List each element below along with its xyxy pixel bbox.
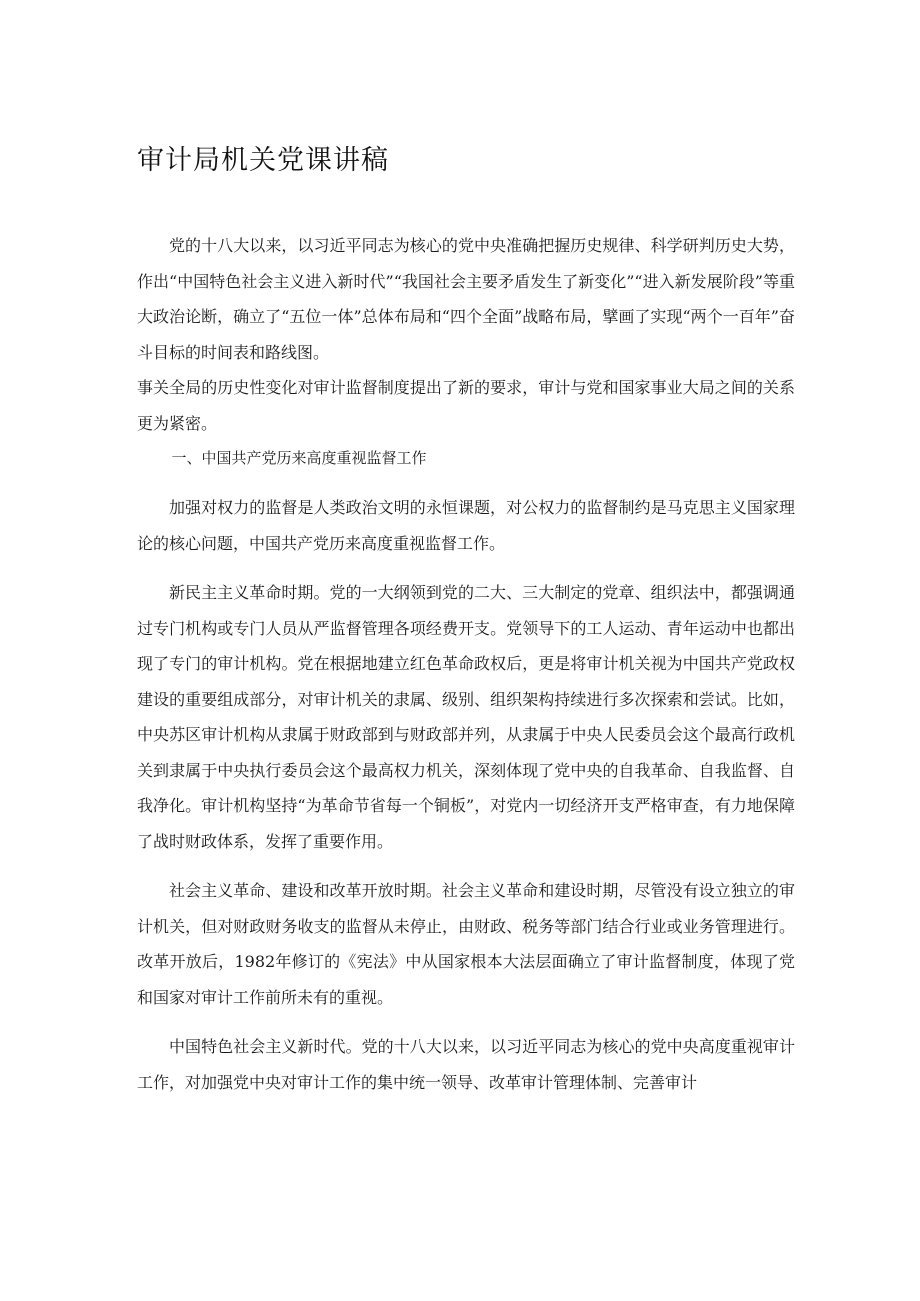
paragraph-supervision: 加强对权力的监督是人类政治文明的永恒课题，对公权力的监督制约是马克思主义国家理论的核心问题，中国共产党历来高度重视监督工作。: [137, 498, 795, 553]
paragraph-intro-continued: 事关全局的历史性变化对审计监督制度提出了新的要求，审计与党和国家事业大局之间的关系更为紧密。: [137, 378, 795, 433]
paragraph-socialist-period: 社会主义革命、建设和改革开放时期。社会主义革命和建设时期，尽管没有设立独立的审计机关，但对财政财务收支的监督从未停止，由财政、税务等部门结合行业或业务管理进行。改革开放后，1982年修订的《宪法》中从国家根本大法层面确立了审计监督制度，体现了党和国家对审计工作前所未有的重视。: [137, 881, 795, 1007]
document-title: 审计局机关党课讲稿: [137, 145, 389, 176]
section-heading-1: 一、中国共产党历来高度重视监督工作: [171, 449, 427, 467]
document-body: [137, 228, 795, 1100]
paragraph-intro: 党的十八大以来，以习近平同志为核心的党中央准确把握历史规律、科学研判历史大势，作出“中国特色社会主义进入新时代”“我国社会主要矛盾发生了新变化”“进入新发展阶段”等重大政治论断，确立了“五位一体”总体布局和“四个全面”战略布局，擘画了实现“两个一百年”奋斗目标的时间表和路线图。: [137, 236, 795, 362]
paragraph-new-democratic-period: 新民主主义革命时期。党的一大纲领到党的二大、三大制定的党章、组织法中，都强调通过专门机构或专门人员从严监督管理各项经费开支。党领导下的工人运动、青年运动中也都出现了专门的审计机构。党在根据地建立红色革命政权后，更是将审计机关视为中国共产党政权建设的重要组成部分，对审计机关的隶属、级别、组织架构持续进行多次探索和尝试。比如，中央苏区审计机构从隶属于财政部到与财政部并列，从隶属于中央人民委员会这个最高行政机关到隶属于中央执行委员会这个最高权力机关，深刻体现了党中央的自我革命、自我监督、自我净化。审计机构坚持“为革命节省每一个铜板”，对党内一切经济开支严格审查，有力地保障了战时财政体系，发挥了重要作用。: [137, 583, 795, 851]
paragraph-new-era: 中国特色社会主义新时代。党的十八大以来，以习近平同志为核心的党中央高度重视审计工作，对加强党中央对审计工作的集中统一领导、改革审计管理体制、完善审计: [137, 1037, 795, 1092]
